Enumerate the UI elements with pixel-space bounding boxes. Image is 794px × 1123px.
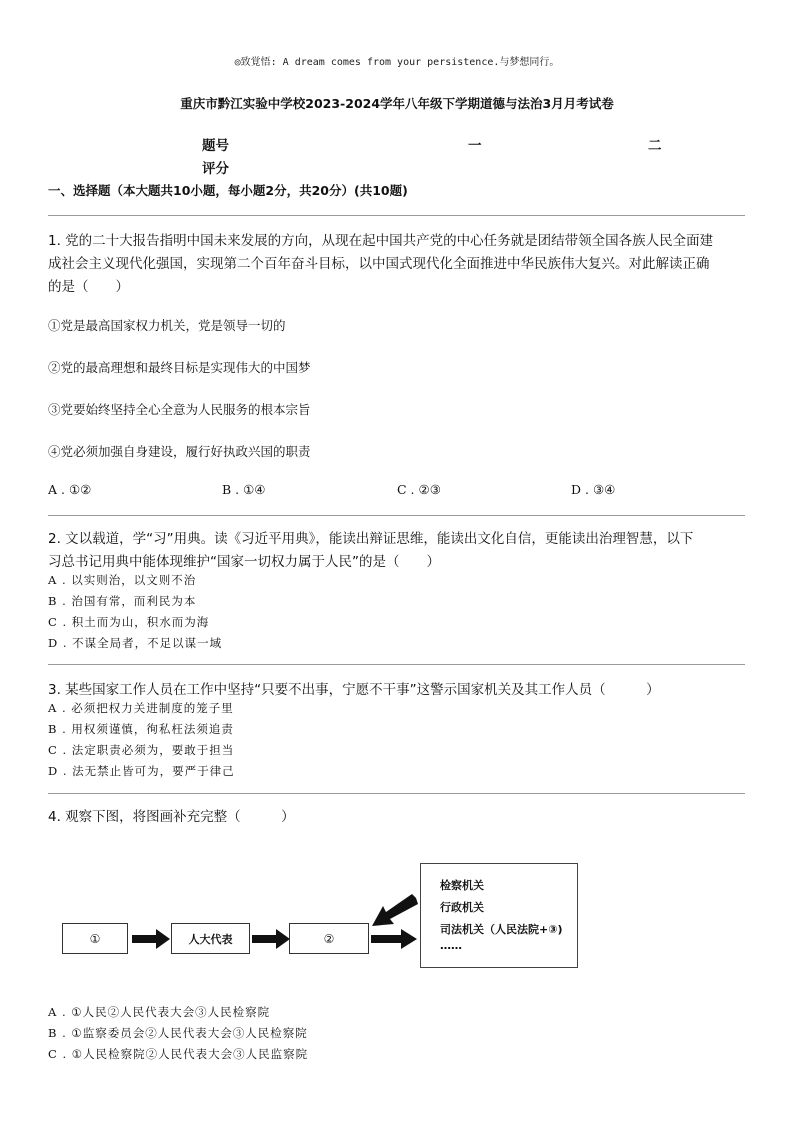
q1-statement-1: ①党是最高国家权力机关，党是领导一切的 xyxy=(48,318,286,333)
score-table-row1-label: 题号 xyxy=(202,138,229,154)
divider xyxy=(48,215,745,216)
q4-stem-line1: 4. 观察下图，将图画补充完整（ ） xyxy=(48,809,295,825)
q1-statement-2: ②党的最高理想和最终目标是实现伟大的中国梦 xyxy=(48,360,311,375)
diagram-right-item-4: …… xyxy=(440,939,462,952)
score-table-col1: 一 xyxy=(468,138,482,154)
q2-option-a[interactable]: A . 以实则治，以文则不治 xyxy=(48,573,197,587)
q2-stem-line1: 2. 文以载道，学“习”用典。读《习近平用典》，能读出辩证思维，能读出文化自信，更能读出治理智慧，以下 xyxy=(48,531,694,547)
arrow-diagonal-icon xyxy=(372,894,418,930)
arrow-right-icon xyxy=(132,929,170,949)
q1-option-c[interactable]: C . ②③ xyxy=(397,482,441,497)
q3-option-c[interactable]: C . 法定职责必须为，要敢于担当 xyxy=(48,743,235,757)
q2-stem-line2: 习总书记用典中能体现维护“国家一切权力属于人民”的是（ ） xyxy=(48,554,440,570)
arrow-right-icon xyxy=(371,929,417,949)
diagram-right-item-1: 检察机关 xyxy=(440,879,484,892)
divider xyxy=(48,793,745,794)
diagram-right-item-3: 司法机关（人民法院+③) xyxy=(440,923,563,936)
diagram-right-item-2: 行政机关 xyxy=(440,901,484,914)
q1-option-a[interactable]: A . ①② xyxy=(48,482,92,497)
exam-title: 重庆市黔江实验中学校2023-2024学年八年级下学期道德与法治3月月考试卷 xyxy=(180,96,614,111)
score-table-col2: 二 xyxy=(648,138,662,154)
q4-option-b[interactable]: B . ①监察委员会②人民代表大会③人民检察院 xyxy=(48,1026,308,1040)
divider xyxy=(48,664,745,665)
score-table-row2-label: 评分 xyxy=(202,161,229,177)
q1-stem-line1: 1. 党的二十大报告指明中国未来发展的方向，从现在起中国共产党的中心任务就是团结带领全国各族人民全面建 xyxy=(48,233,714,249)
arrow-right-icon xyxy=(252,929,290,949)
diagram-box-3: ② xyxy=(289,923,369,954)
q2-option-c[interactable]: C . 积土而为山，积水而为海 xyxy=(48,615,210,629)
q1-option-b[interactable]: B . ①④ xyxy=(222,482,266,497)
q3-option-a[interactable]: A . 必须把权力关进制度的笼子里 xyxy=(48,701,234,715)
q3-stem-line1: 3. 某些国家工作人员在工作中坚持“只要不出事，宁愿不干事”这警示国家机关及其工作人员（ ） xyxy=(48,682,660,698)
q3-option-b[interactable]: B . 用权须谨慎，徇私枉法须追责 xyxy=(48,722,234,736)
divider xyxy=(48,515,745,516)
q1-stem-line2: 成社会主义现代化强国，实现第二个百年奋斗目标，以中国式现代化全面推进中华民族伟大复兴。对此解读正确 xyxy=(48,256,710,272)
section-title: 一、选择题（本大题共10小题，每小题2分，共20分）(共10题) xyxy=(48,183,408,198)
q1-statement-4: ④党必须加强自身建设，履行好执政兴国的职责 xyxy=(48,444,311,459)
watermark-banner: ◎致覚悟: A dream comes from your persistence.与梦想同行。 xyxy=(234,57,560,68)
q2-option-b[interactable]: B . 治国有常，而利民为本 xyxy=(48,594,197,608)
q1-option-d[interactable]: D . ③④ xyxy=(571,482,616,497)
diagram-box-1: ① xyxy=(62,923,128,954)
q1-stem-line3: 的是（ ） xyxy=(48,279,129,295)
q1-statement-3: ③党要始终坚持全心全意为人民服务的根本宗旨 xyxy=(48,402,311,417)
q2-option-d[interactable]: D . 不谋全局者，不足以谋一域 xyxy=(48,636,223,650)
q3-option-d[interactable]: D . 法无禁止皆可为，要严于律己 xyxy=(48,764,235,778)
q4-option-a[interactable]: A . ①人民②人民代表大会③人民检察院 xyxy=(48,1005,271,1019)
diagram-box-2: 人大代表 xyxy=(171,923,250,954)
q4-option-c[interactable]: C . ①人民检察院②人民代表大会③人民监察院 xyxy=(48,1047,309,1061)
